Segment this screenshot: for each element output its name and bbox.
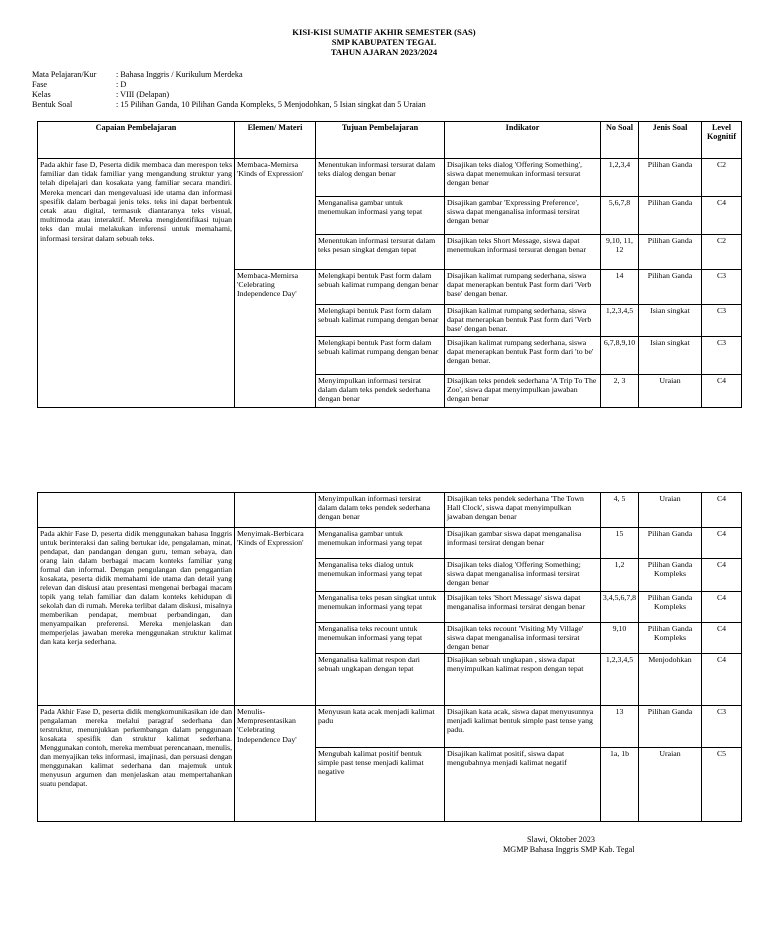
indikator-cell: Disajikan kalimat positif, siswa dapat mengubahnya menjadi kalimat negatif [445,748,601,822]
col-header-elemen: Elemen/ Materi [235,122,316,159]
grid-table-page1 [37,121,742,408]
signature-place-date: Slawi, Oktober 2023 [527,835,595,844]
col-header-indikator: Indikator [445,122,601,159]
no-soal-cell: 9,10 [601,623,639,654]
jenis-soal-cell: Pilihan Ganda [639,528,702,559]
no-soal-cell: 1,2,3,4 [601,159,639,197]
level-cell: C2 [702,159,742,197]
meta-row-subject [32,70,243,80]
tujuan-cell: Menyusun kata acak menjadi kalimat padu [316,706,445,748]
indikator-cell: Disajikan gambar 'Expressing Preference', siswa dapat menganalisa informasi tersirat dengan benar [445,197,601,235]
grid-table-page2 [37,492,742,822]
indikator-cell: Disajikan kalimat rumpang sederhana, siswa dapat menerapkan bentuk Past form dari 'Verb base' dengan benar. [445,305,601,337]
indikator-cell: Disajikan teks 'Short Message' siswa dapat menganalisa informasi tersirat dengan benar [445,592,601,623]
level-cell: C5 [702,748,742,822]
col-header-jenis-soal: Jenis Soal [639,122,702,159]
tujuan-cell: Menganalisa kalimat respon dari sebuah ungkapan dengan tepat [316,654,445,706]
indikator-cell: Disajikan kata acak, siswa dapat menyusunnya menjadi kalimat bentuk simple past tense yang padu. [445,706,601,748]
level-cell: C3 [702,305,742,337]
tujuan-cell: Melengkapi bentuk Past form dalam sebuah kalimat rumpang dengan benar [316,305,445,337]
tujuan-cell: Melengkapi bentuk Past form dalam sebuah kalimat rumpang dengan benar [316,337,445,375]
tujuan-cell: Menentukan informasi tersurat dalam teks dialog dengan benar [316,159,445,197]
indikator-cell: Disajikan sebuah ungkapan , siswa dapat menyimpulkan kalimat respon dengan tepat [445,654,601,706]
no-soal-cell: 14 [601,270,639,305]
capaian-cell: Pada Akhir Fase D, peserta didik mengkomunikasikan ide dan pengalaman mereka melalui paragraf sederhana dan terstruktur, menunjukkan perkembangan dalam penggunaan kosakata spesifik dan struktur kalimat sederhana. Menggunakan contoh, mereka membuat perencanaan, menulis, dan menyajikan teks informasi, imajinasi, dan persuasi dengan menggunakan kalimat sederhana dan majemuk untuk menyusun argumen dan menjelaskan atau mempertahankan suatu pendapat. [38,706,235,822]
level-cell: C4 [702,654,742,706]
jenis-soal-cell: Pilihan Ganda Kompleks [639,559,702,592]
level-cell: C3 [702,337,742,375]
col-header-no-soal: No Soal [601,122,639,159]
elemen-cell: Membaca-Memirsa 'Celebrating Independence Day' [235,270,316,408]
jenis-soal-cell: Pilihan Ganda [639,197,702,235]
table-row [38,706,742,748]
level-cell: C4 [702,493,742,528]
meta-row-question-form [32,100,426,110]
no-soal-cell: 6,7,8,9,10 [601,337,639,375]
doc-year: TAHUN AJARAN 2023/2024 [330,47,438,57]
meta-row-class [32,90,169,100]
jenis-soal-cell: Pilihan Ganda [639,706,702,748]
capaian-cell-empty [38,493,235,528]
table-row [38,493,742,528]
tujuan-cell: Menganalisa teks pesan singkat untuk menemukan informasi yang tepat [316,592,445,623]
tujuan-cell: Menganalisa teks dialog untuk menemukan informasi yang tepat [316,559,445,592]
indikator-cell: Disajikan kalimat rumpang sederhana, siswa dapat menerapkan bentuk Past form dari 'Verb base' dengan benar. [445,270,601,305]
level-cell: C4 [702,197,742,235]
no-soal-cell: 9,10, 11, 12 [601,235,639,270]
col-header-tujuan: Tujuan Pembelajaran [316,122,445,159]
capaian-cell: Pada akhir Fase D, peserta didik menggunakan bahasa Inggris untuk berinteraksi dan saling bertukar ide, pengalaman, minat, pendapat, dan pandangan dengan guru, teman sebaya, dan orang lain dalam berbagai macam konteks familiar yang formal dan informal. Dengan pengulangan dan penggantian kosakata, peserta didik memahami ide utama dan detail yang relevan dan diskusi atau presentasi mengenai berbagai macam topik yang telah familiar dan dalam konteks kehidupan di sekolah dan di rumah. Mereka terlibat dalam diskusi, misalnya memberikan pendapat, membuat perbandingan, dan menyampaikan preferensi. Mereka menjelaskan dan memperjelas jawaban mereka menggunakan struktur kalimat dan kata kerja sederhana. [38,528,235,706]
indikator-cell: Disajikan gambar siswa dapat menganalisa informasi tersirat dengan benar [445,528,601,559]
level-cell: C4 [702,375,742,408]
tujuan-cell: Menentukan informasi tersurat dalam teks pesan singkat dengan tepat [316,235,445,270]
signature-org: MGMP Bahasa Inggris SMP Kab. Tegal [503,845,635,854]
no-soal-cell: 1,2 [601,559,639,592]
no-soal-cell: 13 [601,706,639,748]
indikator-cell: Disajikan teks dialog 'Offering Something', siswa dapat menemukan informasi tersurat dengan benar [445,159,601,197]
meta-value: : VIII (Delapan) [116,90,170,99]
tujuan-cell: Menganalisa gambar untuk menemukan informasi yang tepat [316,528,445,559]
indikator-cell: Disajikan teks pendek sederhana 'The Town Hall Clock', siswa dapat menyimpulkan jawaban dengan benar [445,493,601,528]
no-soal-cell: 4, 5 [601,493,639,528]
no-soal-cell: 2, 3 [601,375,639,408]
no-soal-cell: 3,4,5,6,7,8 [601,592,639,623]
meta-value: : Bahasa Inggris / Kurikulum Merdeka [116,70,243,79]
table-row [38,528,742,559]
meta-key: Mata Pelajaran/Kur [32,70,97,79]
meta-value: : 15 Pilihan Ganda, 10 Pilihan Ganda Kompleks, 5 Menjodohkan, 5 Isian singkat dan 5 Uraian [116,100,426,109]
indikator-cell: Disajikan teks Short Message, siswa dapat menemukan informasi tersurat dengan benar [445,235,601,270]
table-row [38,159,742,197]
indikator-cell: Disajikan kalimat rumpang sederhana, siswa dapat menerapkan bentuk Past form dari 'to be' dengan benar. [445,337,601,375]
no-soal-cell: 1,2,3,4,5 [601,305,639,337]
jenis-soal-cell: Uraian [639,493,702,528]
jenis-soal-cell: Uraian [639,748,702,822]
capaian-cell: Pada akhir fase D, Peserta didik membaca dan merespon teks familiar dan tidak familiar yang mengandung struktur yang telah dipelajari dan kosakata yang familiar secara mandiri. Mereka mencari dan mengevaluasi ide utama dan informasi spesifik dalam berbagai jenis teks. teks ini dapat berbentuk cetak atau digital, termasuk diantaranya teks visual, multimoda atau interaktif. Mereka mengidentifikasi tujuan teks dan mulai melakukan inferensi untuk memahami, informasi tersirat dalam sebuah teks. [38,159,235,408]
no-soal-cell: 1,2,3,4,5 [601,654,639,706]
elemen-cell-empty [235,493,316,528]
indikator-cell: Disajikan teks dialog 'Offering Something; siswa dapat menganalisa informasi tersirat dengan benar [445,559,601,592]
jenis-soal-cell: Pilihan Ganda [639,159,702,197]
tujuan-cell: Menganalisa gambar untuk menemukan informasi yang tepat [316,197,445,235]
jenis-soal-cell: Uraian [639,375,702,408]
elemen-cell: Membaca-Memirsa 'Kinds of Expression' [235,159,316,270]
tujuan-cell: Menyimpulkan informasi tersirat dalam dalam teks pendek sederhana dengan benar [316,493,445,528]
no-soal-cell: 1a, 1b [601,748,639,822]
level-cell: C4 [702,623,742,654]
elemen-cell: Menyimak-Berbicara 'Kinds of Expression' [235,528,316,706]
col-header-level: Level Kognitif [702,122,742,159]
tujuan-cell: Mengubah kalimat positif bentuk simple past tense menjadi kalimat negative [316,748,445,822]
jenis-soal-cell: Pilihan Ganda [639,235,702,270]
no-soal-cell: 5,6,7,8 [601,197,639,235]
tujuan-cell: Melengkapi bentuk Past form dalam sebuah kalimat rumpang dengan benar [316,270,445,305]
doc-title: KISI-KISI SUMATIF AKHIR SEMESTER (SAS) [292,27,476,37]
meta-key: Fase [32,80,48,89]
level-cell: C2 [702,235,742,270]
jenis-soal-cell: Menjodohkan [639,654,702,706]
indikator-cell: Disajikan teks recount 'Visiting My Village' siswa dapat menganalisa informasi tersirat dengan benar [445,623,601,654]
meta-value: : D [116,80,127,89]
level-cell: C4 [702,559,742,592]
meta-key: Bentuk Soal [32,100,73,109]
jenis-soal-cell: Pilihan Ganda Kompleks [639,623,702,654]
level-cell: C3 [702,270,742,305]
no-soal-cell: 15 [601,528,639,559]
tujuan-cell: Menganalisa teks recount untuk menemukan informasi yang tepat [316,623,445,654]
level-cell: C3 [702,706,742,748]
level-cell: C4 [702,528,742,559]
header-row [38,122,742,159]
col-header-cp: Capaian Pembelajaran [38,122,235,159]
jenis-soal-cell: Pilihan Ganda Kompleks [639,592,702,623]
jenis-soal-cell: Isian singkat [639,305,702,337]
tujuan-cell: Menyimpulkan informasi tersirat dalam dalam teks pendek sederhana dengan benar [316,375,445,408]
jenis-soal-cell: Pilihan Ganda [639,270,702,305]
jenis-soal-cell: Isian singkat [639,337,702,375]
level-cell: C4 [702,592,742,623]
indikator-cell: Disajikan teks pendek sederhana 'A Trip To The Zoo', siswa dapat menyimpulkan jawaban dengan benar [445,375,601,408]
meta-row-phase [32,80,126,90]
doc-school: SMP KABUPATEN TEGAL [331,37,437,47]
meta-key: Kelas [32,90,51,99]
elemen-cell: Menulis-Mempresentasikan 'Celebrating Independence Day' [235,706,316,822]
